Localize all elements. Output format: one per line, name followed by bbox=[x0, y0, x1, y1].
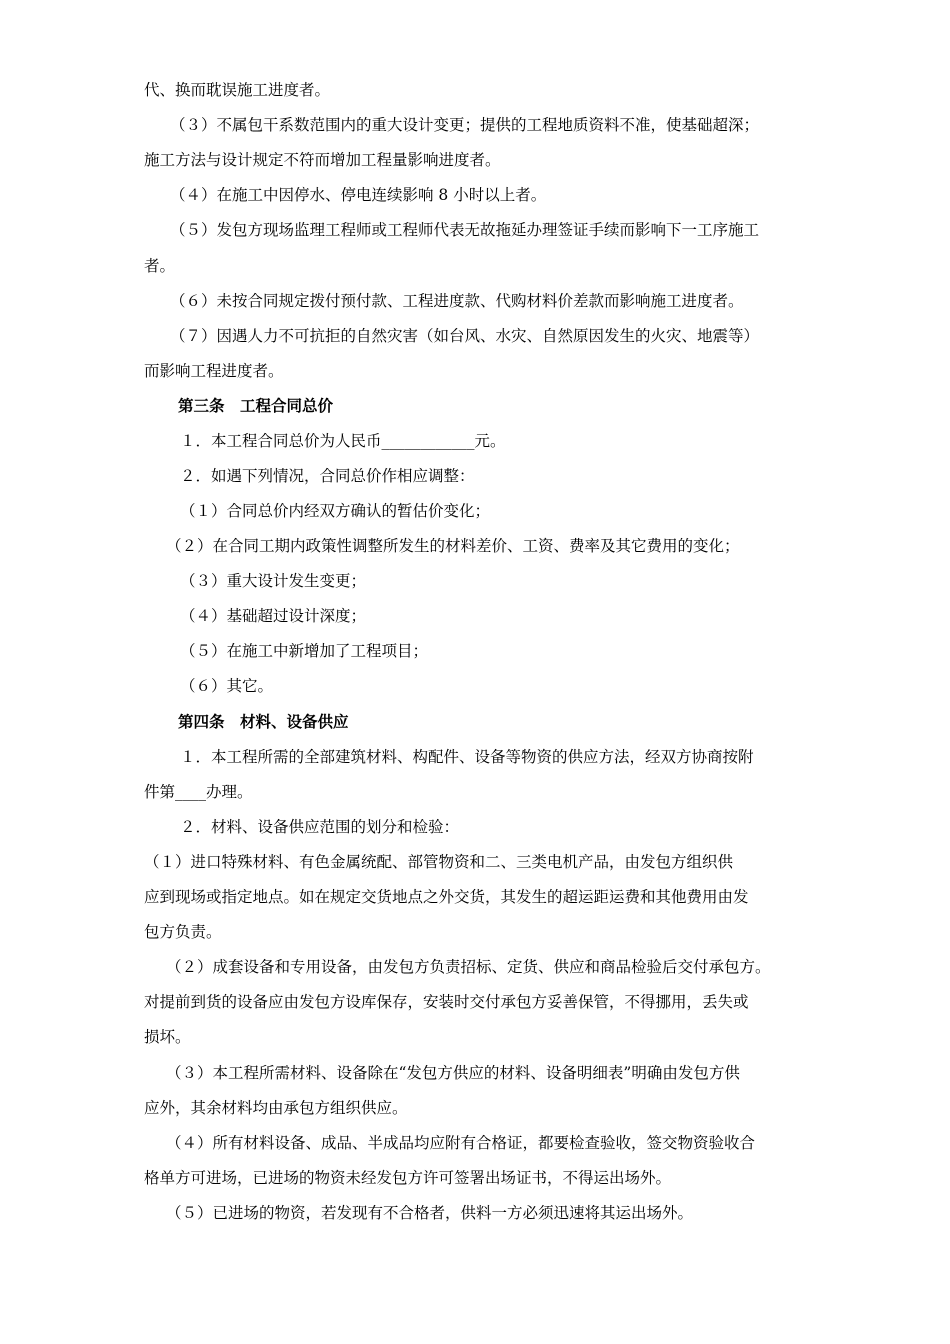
text-line: （３）本工程所需材料、设备除在“发包方供应的材料、设备明细表”明确由发包方供 bbox=[166, 1064, 740, 1082]
text-line: （４）基础超过设计深度； bbox=[180, 607, 367, 625]
text-line: （３）重大设计发生变更； bbox=[180, 572, 367, 590]
text-line: （６）未按合同规定拨付预付款、工程进度款、代购材料价差款而影响施工进度者。 bbox=[170, 292, 744, 310]
text-line: 件第____办理。 bbox=[144, 783, 253, 801]
text-line: 者。 bbox=[144, 257, 176, 275]
text-line: 格单方可进场，已进场的物资未经发包方许可签署出场证书，不得运出场外。 bbox=[144, 1169, 672, 1187]
section-heading: 第四条 材料、设备供应 bbox=[178, 712, 349, 731]
text-line: 损坏。 bbox=[144, 1028, 191, 1046]
text-line: 应到现场或指定地点。如在规定交货地点之外交货，其发生的超运距运费和其他费用由发 bbox=[144, 888, 749, 906]
text-line: １．本工程合同总价为人民币____________元。 bbox=[180, 432, 506, 450]
text-line: （３）不属包干系数范围内的重大设计变更；提供的工程地质资料不准，使基础超深； bbox=[170, 116, 760, 134]
text-line: （２）在合同工期内政策性调整所发生的材料差价、工资、费率及其它费用的变化； bbox=[166, 537, 740, 555]
text-line: （４）在施工中因停水、停电连续影响 8 小时以上者。 bbox=[170, 186, 547, 204]
text-line: （５）已进场的物资，若发现有不合格者，供料一方必须迅速将其运出场外。 bbox=[166, 1204, 694, 1222]
text-line: （６）其它。 bbox=[180, 677, 274, 695]
text-line: （４）所有材料设备、成品、半成品均应附有合格证，都要检查验收，签交物资验收合 bbox=[166, 1134, 756, 1152]
text-line: （１）进口特殊材料、有色金属统配、部管物资和二、三类电机产品，由发包方组织供 bbox=[144, 853, 734, 871]
text-line: （５）发包方现场监理工程师或工程师代表无故拖延办理签证手续而影响下一工序施工 bbox=[170, 221, 760, 239]
text-line: １．本工程所需的全部建筑材料、构配件、设备等物资的供应方法，经双方协商按附 bbox=[180, 748, 754, 766]
text-line: 对提前到货的设备应由发包方设库保存，安装时交付承包方妥善保管，不得挪用，丢失或 bbox=[144, 993, 749, 1011]
text-line: 包方负责。 bbox=[144, 923, 222, 941]
text-line: ２．如遇下列情况，合同总价作相应调整： bbox=[180, 467, 475, 485]
text-line: （２）成套设备和专用设备，由发包方负责招标、定货、供应和商品检验后交付承包方。 bbox=[166, 958, 771, 976]
text-line: （１）合同总价内经双方确认的暂估价变化； bbox=[180, 502, 491, 520]
text-line: 代、换而耽误施工进度者。 bbox=[144, 81, 331, 99]
text-line: 而影响工程进度者。 bbox=[144, 362, 284, 380]
text-line: ２．材料、设备供应范围的划分和检验： bbox=[180, 818, 460, 836]
text-line: （５）在施工中新增加了工程项目； bbox=[180, 642, 429, 660]
section-heading: 第三条 工程合同总价 bbox=[178, 396, 334, 415]
text-line: 施工方法与设计规定不符而增加工程量影响进度者。 bbox=[144, 151, 501, 169]
text-line: （７）因遇人力不可抗拒的自然灾害（如台风、水灾、自然原因发生的火灾、地震等） bbox=[170, 327, 760, 345]
text-line: 应外，其余材料均由承包方组织供应。 bbox=[144, 1099, 408, 1117]
